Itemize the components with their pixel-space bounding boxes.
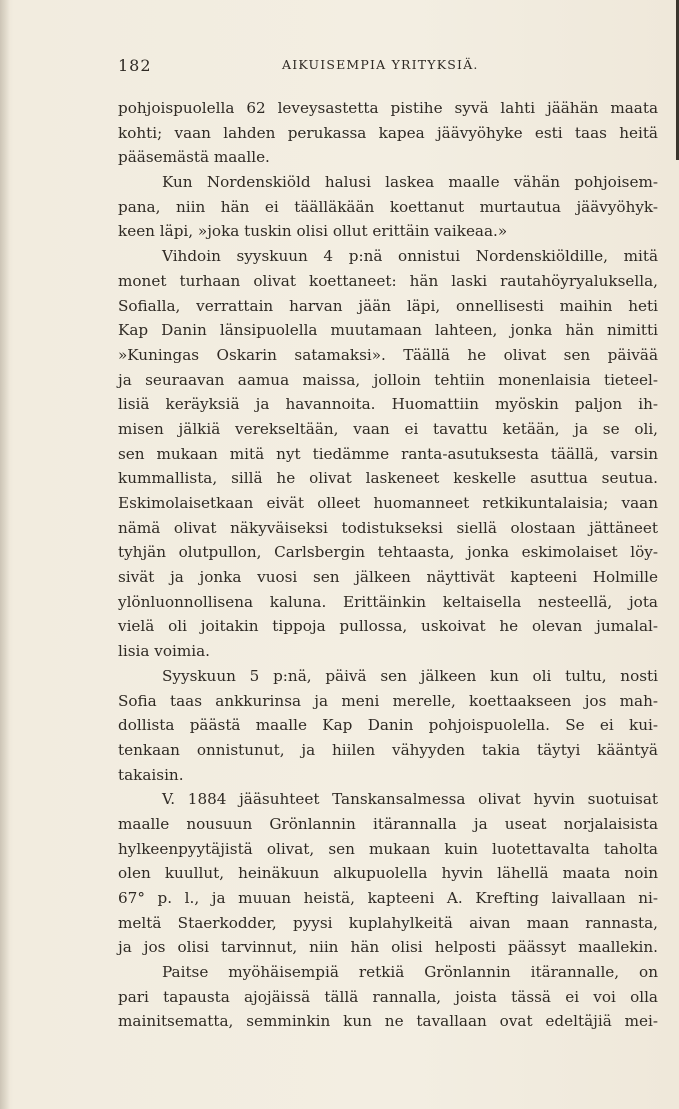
text-line: pääsemästä maalle.: [118, 148, 270, 167]
running-title: AIKUISEMPIA YRITYKSIÄ.: [282, 57, 479, 72]
text-line: sen mukaan mitä nyt tiedämme ranta-asutuksesta täällä, varsin: [118, 444, 658, 463]
text-line: 67° p. l., ja muuan heistä, kapteeni A. Krefting laivallaan ni-: [118, 889, 658, 907]
text-line: pohjoispuolella 62 leveysastetta pistihe syvä lahti jäähän maata: [118, 99, 658, 117]
text-line: Kun Nordenskiöld halusi laskea maalle vähän pohjoisem-: [162, 173, 658, 192]
text-line: pana, niin hän ei täälläkään koettanut murtautua jäävyöhyk-: [118, 197, 658, 216]
text-line: Eskimolaisetkaan eivät olleet huomanneet retkikuntalaisia; vaan: [118, 494, 658, 512]
text-line: Sofialla, verrattain harvan jään läpi, onnellisesti maihin heti: [118, 296, 658, 315]
text-line: pari tapausta ajojäissä tällä rannalla, joista tässä ei voi olla: [118, 987, 658, 1006]
text-line: Syyskuun 5 p:nä, päivä sen jälkeen kun oli tultu, nosti: [162, 666, 658, 685]
text-line: Kap Danin länsipuolella muutamaan lahteen, jonka hän nimitti: [118, 321, 658, 340]
text-line: monet turhaan olivat koettaneet: hän laski rautahöyryaluksella,: [118, 271, 658, 290]
text-line: lisia voimia.: [118, 642, 210, 661]
text-line: misen jälkiä verekseltään, vaan ei tavattu ketään, ja se oli,: [118, 419, 658, 438]
text-line: dollista päästä maalle Kap Danin pohjoispuolella. Se ei kui-: [118, 716, 658, 735]
text-line: ja jos olisi tarvinnut, niin hän olisi helposti päässyt maallekin.: [118, 938, 658, 957]
text-line: takaisin.: [118, 765, 184, 784]
text-line: »Kuningas Oskarin satamaksi». Täällä he olivat sen päivää: [118, 345, 658, 364]
text-line: mainitsematta, semminkin kun ne tavallaan ovat edeltäjiä mei-: [118, 1012, 658, 1031]
text-line: V. 1884 jääsuhteet Tanskansalmessa olivat hyvin suotuisat: [162, 790, 658, 809]
binding-shadow: [0, 0, 10, 1109]
text-line: tenkaan onnistunut, ja hiilen vähyyden takia täytyi kääntyä: [118, 740, 658, 759]
text-line: maalle nousuun Grönlannin itärannalla ja useat norjalaisista: [118, 814, 658, 833]
text-line: lisiä keräyksiä ja havannoita. Huomattiin myöskin paljon ih-: [118, 395, 658, 414]
text-line: meltä Staerkodder, pyysi kuplahylkeitä aivan maan rannasta,: [118, 913, 658, 932]
text-line: Sofia taas ankkurinsa ja meni merelle, koettaakseen jos mah-: [118, 691, 658, 710]
text-line: Paitse myöhäisempiä retkiä Grönlannin itärannalle, on: [162, 963, 658, 982]
text-line: kohti; vaan lahden perukassa kapea jäävyöhyke esti taas heitä: [118, 123, 658, 142]
text-line: ja seuraavan aamua maissa, jolloin tehtiin monenlaisia tieteel-: [118, 370, 658, 389]
text-line: ylönluonnollisena kaluna. Erittäinkin keltaisella nesteellä, jota: [118, 592, 658, 611]
text-line: olen kuullut, heinäkuun alkupuolella hyvin lähellä maata noin: [118, 864, 658, 883]
running-head: [118, 56, 658, 78]
text-line: kummallista, sillä he olivat laskeneet keskelle asuttua seutua.: [118, 469, 658, 488]
text-line: tyhjän olutpullon, Carlsbergin tehtaasta, jonka eskimolaiset löy-: [118, 543, 658, 562]
page-number: 182: [118, 56, 152, 75]
text-line: vielä oli joitakin tippoja pullossa, uskoivat he olevan jumalal-: [118, 617, 658, 636]
body-text: [118, 96, 658, 1034]
text-line: nämä olivat näkyväiseksi todistukseksi siellä olostaan jättäneet: [118, 518, 658, 537]
text-line: keen läpi, »joka tuskin olisi ollut erittäin vaikeaa.»: [118, 222, 508, 241]
text-line: hylkeenpyytäjistä olivat, sen mukaan kuin luotettavalta taholta: [118, 839, 658, 858]
text-line: Vihdoin syyskuun 4 p:nä onnistui Nordenskiöldille, mitä: [162, 247, 658, 266]
text-line: sivät ja jonka vuosi sen jälkeen näyttivät kapteeni Holmille: [118, 568, 658, 587]
